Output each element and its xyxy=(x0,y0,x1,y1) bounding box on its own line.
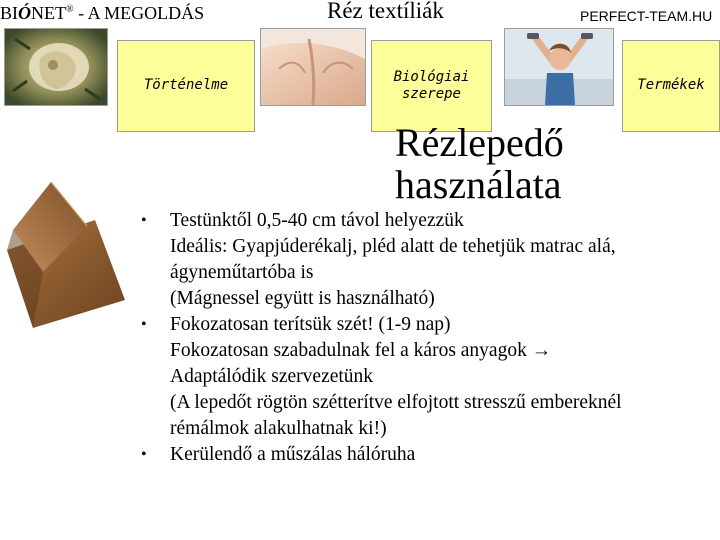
biological-role-line1: Biológiai xyxy=(393,68,470,85)
biological-role-label xyxy=(394,69,470,104)
brand-logo-text xyxy=(0,3,204,24)
biological-role-line2: szerepe xyxy=(401,86,461,102)
copper-sheet-image[interactable] xyxy=(3,180,129,330)
list-item-text: Testünktől 0,5-40 cm távol helyezzük xyxy=(170,210,464,231)
fresco-illustration xyxy=(5,29,107,105)
fitness-illustration xyxy=(505,29,613,105)
list-item-continuation: Adaptálódik szervezetünk xyxy=(170,366,374,387)
brand-suffix: NET xyxy=(31,3,66,23)
topic-heading: Réz textíliák xyxy=(327,0,444,23)
history-link-box[interactable] xyxy=(117,40,255,132)
fresco-image[interactable] xyxy=(4,28,108,106)
list-item-continuation: Fokozatosan szabadulnak fel a káros anyagok → xyxy=(170,340,552,361)
slide-title-line2: használata xyxy=(395,162,562,207)
list-item-continuation: rémálmok alakulhatnak ki!) xyxy=(170,418,387,439)
site-name: PERFECT-TEAM.HU xyxy=(580,8,713,24)
back-illustration xyxy=(261,29,365,105)
bullet-icon: • xyxy=(141,316,147,333)
list-item-continuation: Ideális: Gyapjúderékalj, pléd alatt de tehetjük matrac alá, xyxy=(170,236,616,257)
list-item-text: Fokozatosan terítsük szét! (1-9 nap) xyxy=(170,314,451,335)
slide-title-line1: Rézlepedő xyxy=(395,120,564,165)
list-item-continuation: (Mágnessel együtt is használható) xyxy=(170,288,435,309)
products-label: Termékek xyxy=(637,77,705,94)
back-massage-image[interactable] xyxy=(260,28,366,106)
list-item xyxy=(140,442,720,468)
copper-sheet-illustration xyxy=(3,180,129,330)
biological-role-link-box[interactable] xyxy=(371,40,492,132)
brand-tagline: - A MEGOLDÁS xyxy=(73,3,205,23)
bullet-list xyxy=(140,208,720,468)
brand-glyph: Ó xyxy=(18,3,31,23)
list-item xyxy=(140,208,720,234)
slide-title xyxy=(395,122,595,206)
history-label: Történelme xyxy=(143,77,229,94)
bullet-icon: • xyxy=(141,212,147,229)
list-item xyxy=(140,312,720,338)
bullet-icon: • xyxy=(141,446,147,463)
fitness-woman-image[interactable] xyxy=(504,28,614,106)
list-item-continuation: (A lepedőt rögtön szétterítve elfojtott stresszű embereknél xyxy=(170,392,622,413)
registered-mark: ® xyxy=(66,4,74,15)
brand-prefix: BI xyxy=(0,3,18,23)
list-item-text: Kerülendő a műszálas hálóruha xyxy=(170,444,416,465)
list-item-continuation: ágyneműtartóba is xyxy=(170,262,314,283)
products-link-box[interactable] xyxy=(622,40,720,132)
